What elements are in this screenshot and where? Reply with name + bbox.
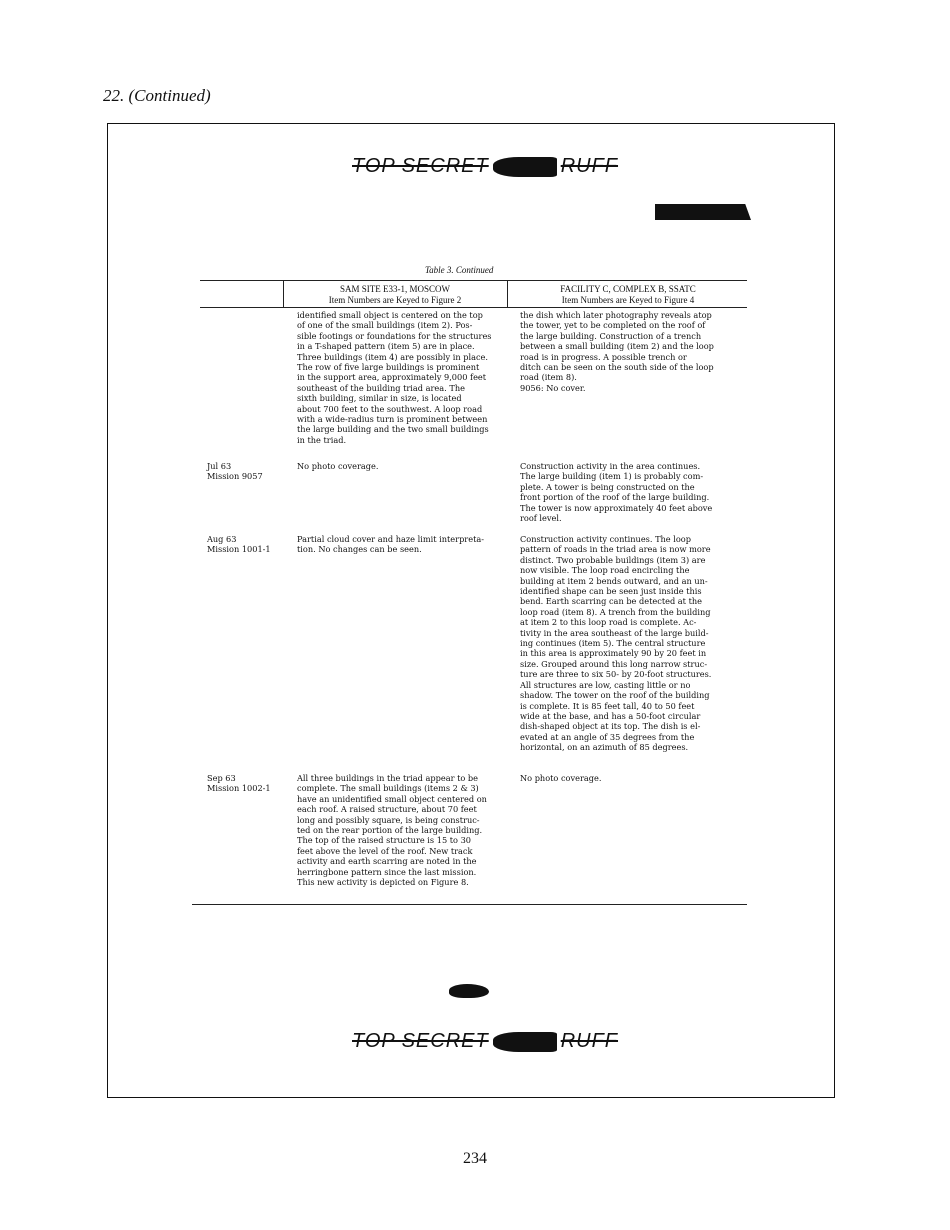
classification-right-text: RUFF xyxy=(560,1030,619,1052)
redaction-block xyxy=(493,157,557,177)
table-cell: Construction activity continues. The loop pattern of roads in the triad area is now more distinct. Two probable buildings (item 3) are now visible. The loop road encircling the building at item 2 bends outward, and an un- identified shape can be seen just inside this bend. Earth scarring can be detected at the loop road (item 8). A trench from the building at item 2 to this loop road is complete. Ac- tivity in the area southeast of the large build- ing continues (item 5). The central structure in this area is approximately 90 by 20 feet in size. Grouped around this long narrow struc- ture are three to six 50- by 20-foot structures. All structures are low, casting little or no shadow. The tower on the roof of the building is complete. It is 85 feet tall, 40 to 50 feet wide at the base, and has a 50-foot circular dish-shaped object at its top. The dish is el- evated at an angle of 35 degrees from the horizontal, on an azimuth of 85 degrees. xyxy=(520,534,712,753)
column-header-facility xyxy=(509,284,747,306)
column-title: SAM SITE E33-1, MOSCOW xyxy=(339,284,450,294)
redaction-block xyxy=(449,984,489,998)
table-cell: the dish which later photography reveals atop the tower, yet to be completed on the roof of the large building. Construction of a trench between a small building (item 2) and the loop road is in progress. A possible trench or ditch can be seen on the south side of the loop road (item 8). 9056: No cover. xyxy=(520,310,714,393)
table-cell: All three buildings in the triad appear to be complete. The small buildings (items 2 & 3) have an unidentified small object centered on each roof. A raised structure, about 70 feet long and possibly square, is being construc- ted on the rear portion of the large building. The top of the raised structure is 15 to 30 feet above the level of the roof. New track activity and earth scarring are noted in the herringbone pattern since the last mission. This new activity is depicted on Figure 8. xyxy=(297,773,487,888)
column-subtitle: Item Numbers are Keyed to Figure 4 xyxy=(561,295,695,305)
table-caption: Table 3. Continued xyxy=(425,265,494,275)
redaction-block xyxy=(655,204,751,220)
table-divider xyxy=(283,280,284,307)
column-header-sam-site xyxy=(285,284,505,306)
table-cell: Construction activity in the area continues. The large building (item 1) is probably com- plete. A tower is being constructed on the front portion of the roof of the large building. The tower is now approximately 40 feet above roof level. xyxy=(520,461,713,524)
redaction-block xyxy=(493,1032,557,1052)
table-cell: identified small object is centered on the top of one of the small buildings (item 2). Pos- sible footings or foundations for the structures in a T-shaped pattern (item 5) are in place. Three buildings (item 4) are possibly in place. The row of five large buildings is prominent in the support area, approximately 9,000 feet southeast of the building triad area. The sixth building, similar in size, is located about 700 feet to the southwest. A loop road with a wide-radius turn is prominent between the large building and the two small buildings in the triad. xyxy=(297,310,492,445)
classification-right-text: RUFF xyxy=(560,155,619,177)
classification-marking-bottom xyxy=(352,1030,618,1053)
table-rule-bottom xyxy=(192,904,747,905)
table-rule-header xyxy=(200,307,747,308)
table-divider xyxy=(507,280,508,307)
table-row-date: Jul 63 Mission 9057 xyxy=(207,461,263,482)
column-subtitle: Item Numbers are Keyed to Figure 2 xyxy=(328,295,462,305)
table-row-date: Aug 63 Mission 1001-1 xyxy=(207,534,271,555)
column-title: FACILITY C, COMPLEX B, SSATC xyxy=(560,284,696,294)
classification-marking-top xyxy=(352,155,618,178)
section-heading: 22. (Continued) xyxy=(103,86,211,105)
table-cell: Partial cloud cover and haze limit interpreta- tion. No changes can be seen. xyxy=(297,534,485,555)
classification-left-text: TOP SECRET xyxy=(352,1030,489,1052)
classification-left-text: TOP SECRET xyxy=(352,155,489,177)
page-number: 234 xyxy=(463,1150,487,1167)
table-row-date: Sep 63 Mission 1002-1 xyxy=(207,773,271,794)
table-cell: No photo coverage. xyxy=(297,461,379,471)
table-cell: No photo coverage. xyxy=(520,773,602,783)
